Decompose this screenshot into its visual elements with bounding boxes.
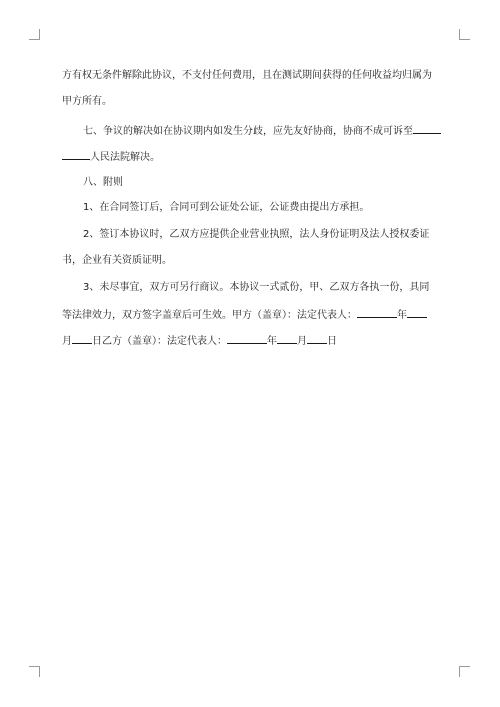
clause-seven-line: 七、争议的解决如在协议期内如发生分歧，应先友好协商，协商不成可诉至: [83, 122, 441, 138]
blank-court-name: [413, 122, 441, 134]
blank-party-b-representative: [227, 332, 267, 344]
appendix-item-2: 2、签订本协议时，乙双方应提供企业营业执照，法人身份证明及法人授权委证: [83, 229, 430, 240]
paragraph-line: 甲方所有。: [62, 96, 112, 107]
blank-party-b-year: [277, 332, 297, 344]
appendix-item-2: 书，企业有关资质证明。: [62, 255, 172, 266]
crop-mark-bottom-right: [459, 666, 470, 677]
blank-party-b-month: [307, 332, 327, 344]
clause-seven-line: 人民法院解决。: [62, 148, 160, 164]
blank-court-name: [62, 148, 90, 160]
blank-party-a-year: [407, 306, 427, 318]
appendix-item-1: 1、在合同签订后，合同可到公证处公证，公证费由提出方承担。: [83, 202, 370, 213]
appendix-item-3: 等法律效力，双方签字盖章后可生效。甲方（盖章）：法定代表人： 年: [62, 306, 427, 322]
section-heading: 八、附则: [83, 177, 123, 188]
appendix-item-3: 3、未尽事宜，双方可另行商议。本协议一式贰份，甲、乙双方各执一份，具同: [83, 282, 430, 293]
signature-line: 月 日乙方（盖章）：法定代表人： 年 月 日: [62, 332, 337, 348]
crop-mark-top-left: [29, 29, 40, 40]
blank-party-a-representative: [357, 306, 397, 318]
crop-mark-bottom-left: [29, 666, 40, 677]
paragraph-line: 方有权无条件解除此协议，不支付任何费用，且在测试期间获得的任何收益均归属为: [62, 70, 432, 81]
crop-mark-top-right: [459, 29, 470, 40]
blank-party-a-month: [72, 332, 92, 344]
